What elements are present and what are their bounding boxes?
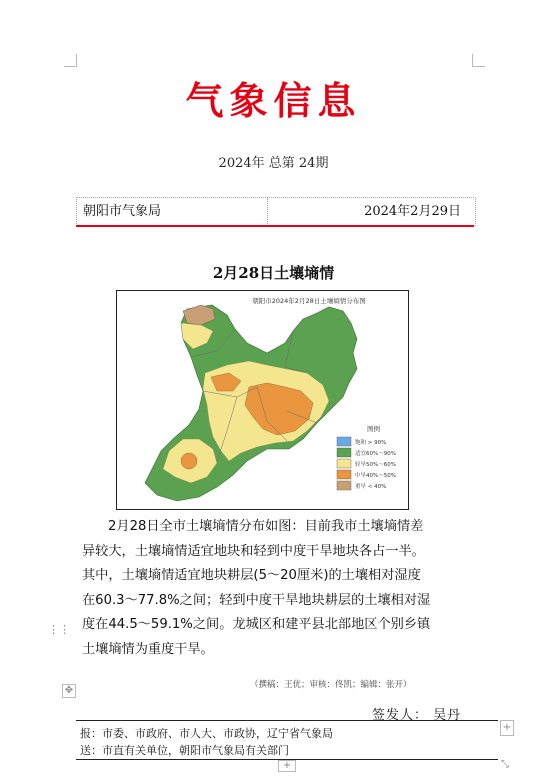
crop-mark-top-left xyxy=(64,54,77,67)
article-line-1: 2月28日全市土壤墒情分布如图：目前我市土壤墒情差 xyxy=(108,519,424,534)
crop-mark-top-right xyxy=(472,54,485,67)
table-move-icon[interactable]: ✥ xyxy=(62,684,76,698)
map-graphic xyxy=(117,291,408,509)
issue-date: 2024年2月29日 xyxy=(364,204,461,219)
legend-swatch xyxy=(337,470,351,479)
table-divider xyxy=(267,198,269,226)
report-to: 报：市委、市政府、市人大、市政协，辽宁省气象局 xyxy=(80,727,333,740)
send-to: 送：市直有关单位，朝阳市气象局有关部门 xyxy=(80,744,289,757)
map-region-moderate-drought-sw xyxy=(181,453,197,469)
header-table xyxy=(76,197,476,226)
drag-handle-icon[interactable]: ⋮⋮ xyxy=(48,623,70,636)
red-rule xyxy=(76,225,474,227)
article-headline: 2月28日土壤墒情 xyxy=(212,264,335,282)
legend-title: 图例 xyxy=(367,425,380,433)
soil-moisture-map xyxy=(116,290,409,510)
article-line-4: 在60.3～77.8%之间；轻到中度干旱地块耕层的土壤相对湿 xyxy=(82,592,431,608)
article-body xyxy=(82,515,472,663)
article-line-3: 其中，土壤墒情适宜地块耕层(5～20厘米)的土壤相对湿度 xyxy=(82,568,421,584)
article-line-2: 异较大，土壤墒情适宜地块和轻到中度干旱地块各占一半。 xyxy=(82,543,425,559)
issue-number: 2024年 总第 24期 xyxy=(218,156,329,171)
distribution-box xyxy=(76,720,498,760)
legend-label: 重旱 < 40% xyxy=(355,484,387,490)
signer: 签发人： 吴丹 xyxy=(372,708,462,723)
organization-name: 朝阳市气象局 xyxy=(83,204,162,219)
page-title: 气象信息 xyxy=(185,78,362,123)
add-row-icon[interactable]: + xyxy=(278,760,296,772)
map-legend xyxy=(337,424,396,490)
add-column-icon[interactable]: + xyxy=(500,720,514,736)
article-line-5: 度在44.5～59.1%之间。龙城区和建平县北部地区个别乡镇 xyxy=(82,617,431,633)
article-credits: （撰稿：王优；审核：佟凯；编辑：张开） xyxy=(250,680,412,690)
article-line-6: 土壤墒情为重度干旱。 xyxy=(82,641,214,657)
legend-label: 轻旱50%～60% xyxy=(355,462,396,468)
resize-handle-icon[interactable]: ⤡ xyxy=(501,759,509,770)
map-title: 朝阳市2024年2月28日土壤墒情分布图 xyxy=(252,297,366,305)
legend-label: 中旱40%～50% xyxy=(355,473,396,479)
legend-swatch xyxy=(337,459,351,468)
legend-label: 适宜60%～90% xyxy=(355,451,396,457)
legend-label: 饱和 > 90% xyxy=(355,440,387,446)
legend-swatch xyxy=(337,437,351,446)
legend-swatch xyxy=(337,481,351,490)
legend-swatch xyxy=(337,448,351,457)
